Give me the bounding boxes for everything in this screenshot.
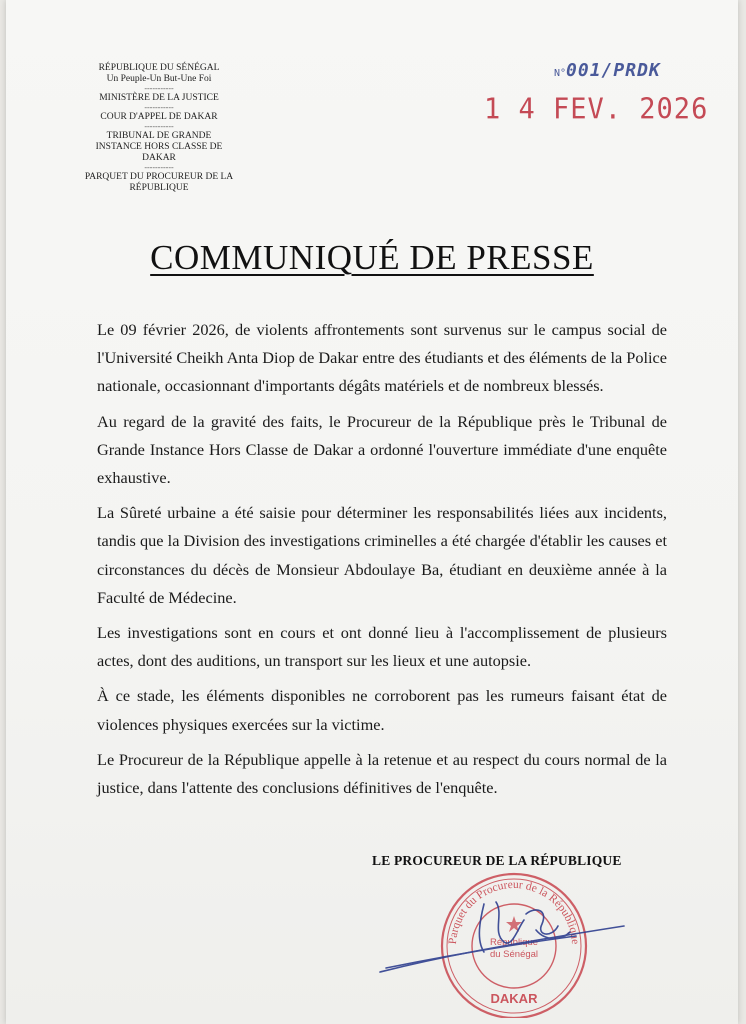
paragraph: Le 09 février 2026, de violents affrontements sont survenus sur le campus social de l'Université Cheikh Anta Diop de Dakar entre des étudiants et des éléments de la Police nationale, occasionnant d'importants dégâts matériels et de nombreux blessés.: [97, 320, 667, 396]
ministry-name: MINISTÈRE DE LA JUSTICE: [99, 93, 219, 103]
paragraph: La Sûreté urbaine a été saisie pour déterminer les responsabilités liées aux incidents, tandis que la Division des investigations criminelles a été chargée d'établir les causes et circonstances du décès de Monsieur Abdoulaye Ba, étudiant en deuxième année à la Faculté de Médecine.: [97, 503, 667, 607]
paragraph: Les investigations sont en cours et ont donné lieu à l'accomplissement de plusieurs actes, dont des auditions, un transport sur les lieux et une autopsie.: [97, 623, 667, 671]
seal-center-line2: du Sénégal: [489, 949, 539, 960]
court-name: COUR D'APPEL DE DAKAR: [100, 112, 218, 122]
national-motto: Un Peuple-Un But-Une Foi: [106, 74, 212, 84]
separator: -----------: [144, 122, 174, 131]
document-page: [6, 0, 738, 1024]
tribunal-name: TRIBUNAL DE GRANDE INSTANCE HORS CLASSE DE DAKAR: [95, 131, 223, 163]
handwritten-signature: [376, 880, 626, 990]
date-stamp: 1 4 FEV. 2026: [484, 93, 709, 126]
page-title: [6, 238, 738, 278]
paragraph: Au regard de la gravité des faits, le Procureur de la République près le Tribunal de Grande Instance Hors Classe de Dakar a ordonné l'ouverture immédiate d'une enquête exhaustive.: [97, 411, 667, 488]
paragraph: À ce stade, les éléments disponibles ne corroborent pas les rumeurs faisant état de violences physiques exercées sur la victime.: [97, 686, 667, 734]
paragraph: Le Procureur de la République appelle à la retenue et au respect du cours normal de la justice, dans l'attente des conclusions définitives de l'enquête.: [97, 749, 667, 798]
communique-body: [97, 316, 667, 809]
separator: -----------: [144, 103, 174, 112]
parquet-name: PARQUET DU PROCUREUR DE LA RÉPUBLIQUE: [84, 172, 234, 193]
letterhead: [84, 63, 234, 194]
separator: -----------: [144, 84, 174, 93]
seal-bottom-text: DAKAR: [490, 991, 538, 1006]
title-text: COMMUNIQUÉ DE PRESSE: [150, 238, 594, 277]
country-name: RÉPUBLIQUE DU SÉNÉGAL: [98, 63, 220, 73]
reference-number: [554, 60, 661, 81]
reference-value: 001/PRDK: [566, 60, 661, 81]
seal-ring-text: Parquet du Procureur de la République: [446, 878, 582, 945]
separator: -----------: [144, 163, 174, 172]
reference-label: N°: [554, 68, 567, 79]
seal-center-line1: République: [489, 937, 539, 948]
signatory-title: LE PROCUREUR DE LA RÉPUBLIQUE: [372, 853, 622, 868]
